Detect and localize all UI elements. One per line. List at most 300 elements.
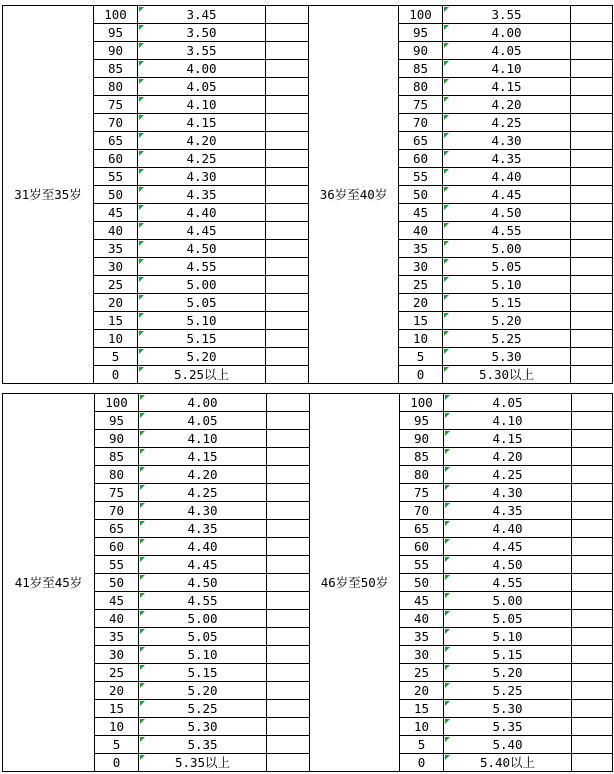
score-cell[interactable]: 30 <box>399 258 443 276</box>
time-value-cell[interactable]: 4.35 <box>444 502 572 520</box>
empty-cell[interactable] <box>266 186 309 204</box>
score-cell[interactable]: 40 <box>95 610 139 628</box>
table-row <box>3 312 613 330</box>
score-cell[interactable]: 20 <box>400 682 444 700</box>
empty-cell[interactable] <box>267 592 310 610</box>
time-value-cell[interactable]: 5.35 <box>444 718 572 736</box>
table-row <box>3 204 613 222</box>
time-value-cell[interactable]: 4.15 <box>138 114 266 132</box>
table-row <box>3 150 613 168</box>
time-value-cell[interactable]: 4.45 <box>444 538 572 556</box>
score-cell[interactable]: 75 <box>399 96 443 114</box>
score-cell[interactable]: 10 <box>400 718 444 736</box>
empty-cell[interactable] <box>267 466 310 484</box>
time-value-cell[interactable]: 5.00 <box>139 610 267 628</box>
table-row <box>3 60 613 78</box>
empty-cell[interactable] <box>571 168 613 186</box>
score-cell[interactable]: 30 <box>94 258 138 276</box>
table-row <box>3 258 613 276</box>
score-cell[interactable]: 70 <box>94 114 138 132</box>
table-row <box>3 394 613 412</box>
empty-cell[interactable] <box>267 484 310 502</box>
score-cell[interactable]: 5 <box>399 348 443 366</box>
time-value-cell[interactable]: 4.50 <box>443 204 571 222</box>
time-value-cell[interactable]: 3.55 <box>138 42 266 60</box>
score-cell[interactable]: 75 <box>95 484 139 502</box>
table-row <box>3 240 613 258</box>
table-row <box>3 718 613 736</box>
time-value-cell[interactable]: 4.10 <box>138 96 266 114</box>
time-value-cell[interactable]: 4.20 <box>444 448 572 466</box>
age-group-label[interactable]: 46岁至50岁 <box>310 394 400 772</box>
score-cell[interactable]: 60 <box>400 538 444 556</box>
score-cell[interactable]: 30 <box>400 646 444 664</box>
score-cell[interactable]: 45 <box>94 204 138 222</box>
time-value-cell[interactable]: 5.25 <box>443 330 571 348</box>
empty-cell[interactable] <box>571 42 613 60</box>
table-row <box>3 430 613 448</box>
time-value-cell[interactable]: 5.35以上 <box>139 754 267 772</box>
time-value-cell[interactable]: 4.10 <box>139 430 267 448</box>
age-group-label[interactable]: 36岁至40岁 <box>309 6 399 384</box>
empty-cell[interactable] <box>571 132 613 150</box>
time-value-cell[interactable]: 5.15 <box>138 330 266 348</box>
table-row <box>3 330 613 348</box>
empty-cell[interactable] <box>572 610 613 628</box>
table-row <box>3 186 613 204</box>
score-cell[interactable]: 55 <box>94 168 138 186</box>
score-cell[interactable]: 95 <box>399 24 443 42</box>
time-value-cell[interactable]: 5.25 <box>444 682 572 700</box>
time-value-cell[interactable]: 4.10 <box>444 412 572 430</box>
score-cell[interactable]: 20 <box>94 294 138 312</box>
time-value-cell[interactable]: 4.50 <box>139 574 267 592</box>
score-cell[interactable]: 80 <box>95 466 139 484</box>
score-cell[interactable]: 70 <box>400 502 444 520</box>
time-value-cell[interactable]: 4.45 <box>443 186 571 204</box>
table-row <box>3 24 613 42</box>
table-row <box>3 502 613 520</box>
empty-cell[interactable] <box>267 520 310 538</box>
empty-cell[interactable] <box>572 736 613 754</box>
time-value-cell[interactable]: 4.55 <box>138 258 266 276</box>
empty-cell[interactable] <box>571 78 613 96</box>
empty-cell[interactable] <box>267 682 310 700</box>
time-value-cell[interactable]: 4.35 <box>139 520 267 538</box>
score-cell[interactable]: 100 <box>95 394 139 412</box>
empty-cell[interactable] <box>571 312 613 330</box>
table-row <box>3 78 613 96</box>
time-value-cell[interactable]: 5.20 <box>443 312 571 330</box>
score-cell[interactable]: 5 <box>400 736 444 754</box>
time-value-cell[interactable]: 5.10 <box>443 276 571 294</box>
score-table-block-2 <box>2 393 613 772</box>
score-cell[interactable]: 50 <box>400 574 444 592</box>
table-row <box>3 114 613 132</box>
empty-cell[interactable] <box>266 132 309 150</box>
empty-cell[interactable] <box>571 60 613 78</box>
age-group-label[interactable]: 31岁至35岁 <box>3 6 94 384</box>
time-value-cell[interactable]: 5.05 <box>443 258 571 276</box>
table-row <box>3 448 613 466</box>
empty-cell[interactable] <box>572 556 613 574</box>
empty-cell[interactable] <box>267 610 310 628</box>
time-value-cell[interactable]: 4.40 <box>139 538 267 556</box>
table-row <box>3 412 613 430</box>
time-value-cell[interactable]: 4.05 <box>138 78 266 96</box>
table-row <box>3 754 613 772</box>
time-value-cell[interactable]: 4.00 <box>138 60 266 78</box>
table-row <box>3 556 613 574</box>
time-value-cell[interactable]: 4.30 <box>444 484 572 502</box>
empty-cell[interactable] <box>572 394 613 412</box>
score-cell[interactable]: 10 <box>399 330 443 348</box>
time-value-cell[interactable]: 5.30 <box>139 718 267 736</box>
time-value-cell[interactable]: 4.25 <box>138 150 266 168</box>
time-value-cell[interactable]: 4.40 <box>444 520 572 538</box>
table-row <box>3 646 613 664</box>
time-value-cell[interactable]: 4.40 <box>138 204 266 222</box>
score-cell[interactable]: 85 <box>94 60 138 78</box>
score-cell[interactable]: 85 <box>95 448 139 466</box>
empty-cell[interactable] <box>266 60 309 78</box>
age-group-label[interactable]: 41岁至45岁 <box>3 394 95 772</box>
empty-cell[interactable] <box>572 574 613 592</box>
empty-cell[interactable] <box>266 150 309 168</box>
score-cell[interactable]: 100 <box>94 6 138 24</box>
score-cell[interactable]: 15 <box>94 312 138 330</box>
time-value-cell[interactable]: 5.35 <box>139 736 267 754</box>
empty-cell[interactable] <box>572 466 613 484</box>
score-table-block-1 <box>2 5 613 384</box>
score-cell[interactable]: 100 <box>400 394 444 412</box>
time-value-cell[interactable]: 4.05 <box>443 42 571 60</box>
empty-cell[interactable] <box>572 430 613 448</box>
empty-cell[interactable] <box>572 664 613 682</box>
empty-cell[interactable] <box>571 348 613 366</box>
time-value-cell[interactable]: 3.55 <box>443 6 571 24</box>
time-value-cell[interactable]: 4.50 <box>444 556 572 574</box>
time-value-cell[interactable]: 4.25 <box>444 466 572 484</box>
empty-cell[interactable] <box>572 484 613 502</box>
empty-cell[interactable] <box>572 412 613 430</box>
empty-cell[interactable] <box>571 96 613 114</box>
table-row <box>3 538 613 556</box>
time-value-cell[interactable]: 5.25以上 <box>138 366 266 384</box>
empty-cell[interactable] <box>571 150 613 168</box>
score-cell[interactable]: 40 <box>400 610 444 628</box>
table-row <box>3 222 613 240</box>
time-value-cell[interactable]: 4.30 <box>138 168 266 186</box>
time-value-cell[interactable]: 4.05 <box>139 412 267 430</box>
time-value-cell[interactable]: 5.40以上 <box>444 754 572 772</box>
empty-cell[interactable] <box>266 312 309 330</box>
score-cell[interactable]: 40 <box>94 222 138 240</box>
empty-cell[interactable] <box>571 204 613 222</box>
time-value-cell[interactable]: 4.40 <box>443 168 571 186</box>
score-cell[interactable]: 100 <box>399 6 443 24</box>
empty-cell[interactable] <box>267 502 310 520</box>
time-value-cell[interactable]: 5.15 <box>139 664 267 682</box>
time-value-cell[interactable]: 5.30 <box>443 348 571 366</box>
score-cell[interactable]: 90 <box>94 42 138 60</box>
score-cell[interactable]: 15 <box>95 700 139 718</box>
time-value-cell[interactable]: 5.00 <box>444 592 572 610</box>
score-cell[interactable]: 70 <box>95 502 139 520</box>
table-row <box>3 682 613 700</box>
empty-cell[interactable] <box>267 448 310 466</box>
empty-cell[interactable] <box>572 502 613 520</box>
empty-cell[interactable] <box>572 646 613 664</box>
table-row <box>3 294 613 312</box>
score-cell[interactable]: 60 <box>94 150 138 168</box>
table-row <box>3 276 613 294</box>
score-cell[interactable]: 65 <box>399 132 443 150</box>
time-value-cell[interactable]: 4.25 <box>443 114 571 132</box>
time-value-cell[interactable]: 4.20 <box>139 466 267 484</box>
table-row <box>3 132 613 150</box>
empty-cell[interactable] <box>572 538 613 556</box>
table-row <box>3 700 613 718</box>
empty-cell[interactable] <box>571 258 613 276</box>
score-cell[interactable]: 65 <box>94 132 138 150</box>
empty-cell[interactable] <box>266 96 309 114</box>
table-row <box>3 466 613 484</box>
time-value-cell[interactable]: 5.00 <box>138 276 266 294</box>
block-separator <box>0 384 614 393</box>
empty-cell[interactable] <box>571 366 613 384</box>
time-value-cell[interactable]: 5.10 <box>138 312 266 330</box>
empty-cell[interactable] <box>266 204 309 222</box>
table-row <box>3 520 613 538</box>
time-value-cell[interactable]: 4.20 <box>443 96 571 114</box>
table-row <box>3 366 613 384</box>
table-row <box>3 736 613 754</box>
empty-cell[interactable] <box>267 394 310 412</box>
score-cell[interactable]: 35 <box>95 628 139 646</box>
time-value-cell[interactable]: 4.55 <box>139 592 267 610</box>
empty-cell[interactable] <box>266 78 309 96</box>
score-cell[interactable]: 25 <box>95 664 139 682</box>
score-cell[interactable]: 5 <box>94 348 138 366</box>
empty-cell[interactable] <box>572 628 613 646</box>
table-row <box>3 574 613 592</box>
time-value-cell[interactable]: 5.05 <box>138 294 266 312</box>
empty-cell[interactable] <box>266 348 309 366</box>
score-cell[interactable]: 20 <box>399 294 443 312</box>
empty-cell[interactable] <box>267 646 310 664</box>
empty-cell[interactable] <box>267 664 310 682</box>
empty-cell[interactable] <box>572 700 613 718</box>
score-cell[interactable]: 70 <box>399 114 443 132</box>
score-cell[interactable]: 95 <box>400 412 444 430</box>
empty-cell[interactable] <box>571 114 613 132</box>
score-cell[interactable]: 25 <box>399 276 443 294</box>
score-cell[interactable]: 85 <box>399 60 443 78</box>
score-cell[interactable]: 80 <box>94 78 138 96</box>
score-cell[interactable]: 15 <box>399 312 443 330</box>
time-value-cell[interactable]: 5.30 <box>444 700 572 718</box>
empty-cell[interactable] <box>266 294 309 312</box>
time-value-cell[interactable]: 4.15 <box>139 448 267 466</box>
time-value-cell[interactable]: 4.15 <box>444 430 572 448</box>
table-row <box>3 610 613 628</box>
score-cell[interactable]: 80 <box>399 78 443 96</box>
score-cell[interactable]: 55 <box>399 168 443 186</box>
score-cell[interactable]: 55 <box>95 556 139 574</box>
time-value-cell[interactable]: 5.05 <box>139 628 267 646</box>
score-cell[interactable]: 65 <box>95 520 139 538</box>
empty-cell[interactable] <box>266 42 309 60</box>
time-value-cell[interactable]: 4.00 <box>139 394 267 412</box>
score-cell[interactable]: 15 <box>400 700 444 718</box>
empty-cell[interactable] <box>266 240 309 258</box>
time-value-cell[interactable]: 5.10 <box>444 628 572 646</box>
time-value-cell[interactable]: 4.10 <box>443 60 571 78</box>
empty-cell[interactable] <box>572 754 613 772</box>
score-cell[interactable]: 95 <box>95 412 139 430</box>
empty-cell[interactable] <box>267 556 310 574</box>
time-value-cell[interactable]: 4.05 <box>444 394 572 412</box>
score-cell[interactable]: 0 <box>400 754 444 772</box>
score-cell[interactable]: 75 <box>400 484 444 502</box>
empty-cell[interactable] <box>266 276 309 294</box>
time-value-cell[interactable]: 4.55 <box>443 222 571 240</box>
time-value-cell[interactable]: 4.50 <box>138 240 266 258</box>
table-row <box>3 592 613 610</box>
time-value-cell[interactable]: 5.15 <box>443 294 571 312</box>
score-cell[interactable]: 10 <box>94 330 138 348</box>
empty-cell[interactable] <box>266 6 309 24</box>
empty-cell[interactable] <box>572 520 613 538</box>
empty-cell[interactable] <box>266 168 309 186</box>
empty-cell[interactable] <box>266 222 309 240</box>
score-cell[interactable]: 20 <box>95 682 139 700</box>
empty-cell[interactable] <box>267 700 310 718</box>
empty-cell[interactable] <box>267 430 310 448</box>
empty-cell[interactable] <box>266 114 309 132</box>
time-value-cell[interactable]: 4.25 <box>139 484 267 502</box>
empty-cell[interactable] <box>571 330 613 348</box>
score-cell[interactable]: 35 <box>399 240 443 258</box>
empty-cell[interactable] <box>267 736 310 754</box>
time-value-cell[interactable]: 5.40 <box>444 736 572 754</box>
score-cell[interactable]: 65 <box>400 520 444 538</box>
score-cell[interactable]: 0 <box>94 366 138 384</box>
time-value-cell[interactable]: 5.05 <box>444 610 572 628</box>
empty-cell[interactable] <box>266 258 309 276</box>
time-value-cell[interactable]: 4.35 <box>443 150 571 168</box>
empty-cell[interactable] <box>572 448 613 466</box>
time-value-cell[interactable]: 5.10 <box>139 646 267 664</box>
empty-cell[interactable] <box>267 574 310 592</box>
table-row <box>3 96 613 114</box>
empty-cell[interactable] <box>572 592 613 610</box>
score-cell[interactable]: 95 <box>94 24 138 42</box>
score-cell[interactable]: 0 <box>399 366 443 384</box>
score-cell[interactable]: 5 <box>95 736 139 754</box>
time-value-cell[interactable]: 5.20 <box>444 664 572 682</box>
score-cell[interactable]: 80 <box>400 466 444 484</box>
time-value-cell[interactable]: 5.20 <box>138 348 266 366</box>
time-value-cell[interactable]: 4.45 <box>138 222 266 240</box>
score-cell[interactable]: 40 <box>399 222 443 240</box>
time-value-cell[interactable]: 4.30 <box>139 502 267 520</box>
empty-cell[interactable] <box>266 24 309 42</box>
empty-cell[interactable] <box>571 186 613 204</box>
table-row <box>3 6 613 24</box>
score-cell[interactable]: 45 <box>95 592 139 610</box>
table-row <box>3 628 613 646</box>
time-value-cell[interactable]: 4.00 <box>443 24 571 42</box>
empty-cell[interactable] <box>267 538 310 556</box>
score-cell[interactable]: 30 <box>95 646 139 664</box>
score-cell[interactable]: 90 <box>95 430 139 448</box>
empty-cell[interactable] <box>267 754 310 772</box>
empty-cell[interactable] <box>267 718 310 736</box>
time-value-cell[interactable]: 5.15 <box>444 646 572 664</box>
score-cell[interactable]: 35 <box>400 628 444 646</box>
score-cell[interactable]: 50 <box>94 186 138 204</box>
time-value-cell[interactable]: 4.35 <box>138 186 266 204</box>
time-value-cell[interactable]: 4.45 <box>139 556 267 574</box>
empty-cell[interactable] <box>571 6 613 24</box>
time-value-cell[interactable]: 5.25 <box>139 700 267 718</box>
score-cell[interactable]: 45 <box>400 592 444 610</box>
score-cell[interactable]: 90 <box>400 430 444 448</box>
score-cell[interactable]: 85 <box>400 448 444 466</box>
empty-cell[interactable] <box>266 366 309 384</box>
score-cell[interactable]: 60 <box>399 150 443 168</box>
empty-cell[interactable] <box>571 294 613 312</box>
time-value-cell[interactable]: 5.20 <box>139 682 267 700</box>
score-cell[interactable]: 90 <box>399 42 443 60</box>
empty-cell[interactable] <box>267 628 310 646</box>
time-value-cell[interactable]: 4.55 <box>444 574 572 592</box>
time-value-cell[interactable]: 4.30 <box>443 132 571 150</box>
time-value-cell[interactable]: 5.00 <box>443 240 571 258</box>
score-cell[interactable]: 50 <box>95 574 139 592</box>
empty-cell[interactable] <box>571 276 613 294</box>
score-cell[interactable]: 60 <box>95 538 139 556</box>
time-value-cell[interactable]: 3.45 <box>138 6 266 24</box>
empty-cell[interactable] <box>266 330 309 348</box>
time-value-cell[interactable]: 3.50 <box>138 24 266 42</box>
empty-cell[interactable] <box>267 412 310 430</box>
empty-cell[interactable] <box>572 718 613 736</box>
empty-cell[interactable] <box>571 222 613 240</box>
score-cell[interactable]: 45 <box>399 204 443 222</box>
score-cell[interactable]: 55 <box>400 556 444 574</box>
score-cell[interactable]: 35 <box>94 240 138 258</box>
score-cell[interactable]: 0 <box>95 754 139 772</box>
score-cell[interactable]: 50 <box>399 186 443 204</box>
score-cell[interactable]: 25 <box>94 276 138 294</box>
time-value-cell[interactable]: 5.30以上 <box>443 366 571 384</box>
empty-cell[interactable] <box>571 24 613 42</box>
time-value-cell[interactable]: 4.15 <box>443 78 571 96</box>
score-cell[interactable]: 25 <box>400 664 444 682</box>
table-row <box>3 484 613 502</box>
table-row <box>3 348 613 366</box>
empty-cell[interactable] <box>571 240 613 258</box>
score-cell[interactable]: 75 <box>94 96 138 114</box>
empty-cell[interactable] <box>572 682 613 700</box>
table-row <box>3 664 613 682</box>
table-row <box>3 168 613 186</box>
time-value-cell[interactable]: 4.20 <box>138 132 266 150</box>
score-cell[interactable]: 10 <box>95 718 139 736</box>
